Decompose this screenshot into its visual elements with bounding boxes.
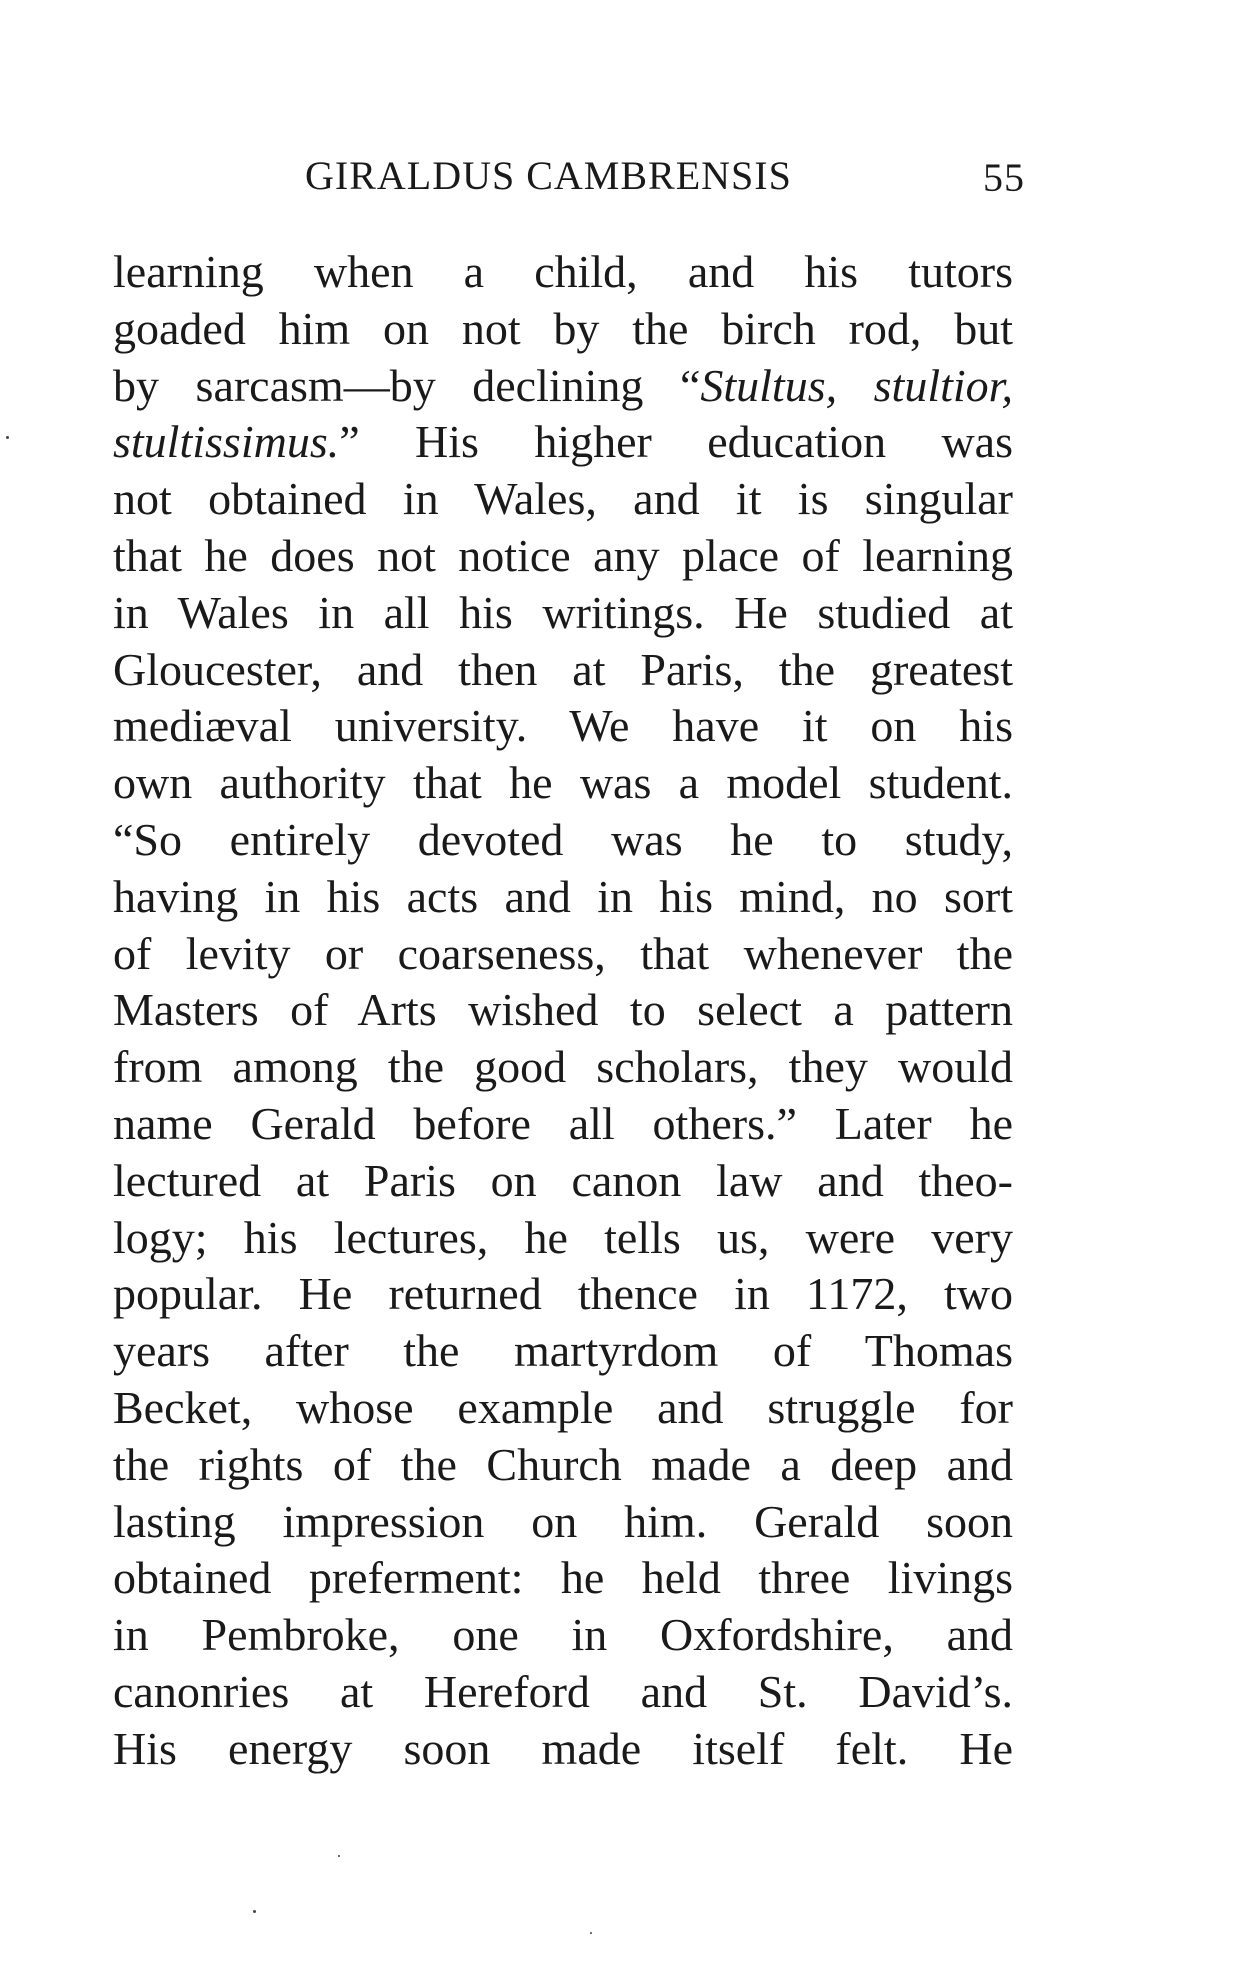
text-line-6: that he does not notice any place of learning	[113, 529, 1013, 581]
text-line-24: obtained preferment: he held three livings	[113, 1552, 1013, 1604]
text-line-22: the rights of the Church made a deep and	[113, 1438, 1013, 1490]
text-line-23: lasting impression on him. Gerald soon	[113, 1495, 1013, 1547]
text-line-14: Masters of Arts wished to select a pattern	[113, 984, 1013, 1036]
text-line-3-italic: Stultus, stultior,	[700, 359, 1013, 411]
scan-speck	[6, 436, 9, 439]
text-line-18: logy; his lectures, he tells us, were very	[113, 1211, 1013, 1263]
body-paragraph	[113, 244, 1013, 1778]
text-line-25: in Pembroke, one in Oxfordshire, and	[113, 1609, 1013, 1661]
text-line-4	[113, 414, 1013, 471]
text-line-1: learning when a child, and his tutors	[113, 246, 1013, 297]
running-head	[305, 152, 1025, 202]
text-line-9: mediæval university. We have it on his	[113, 700, 1013, 752]
text-line-3-roman: by sarcasm—by declining “	[113, 359, 701, 411]
text-line-4-italic: stultissimus.	[113, 416, 340, 468]
text-line-12: having in his acts and in his mind, no sort	[113, 870, 1013, 922]
text-line-20: years after the martyrdom of Thomas	[113, 1325, 1013, 1377]
text-line-15: from among the good scholars, they would	[113, 1041, 1013, 1093]
page-number: 55	[983, 155, 1025, 200]
scan-speck	[338, 1855, 340, 1857]
text-line-5: not obtained in Wales, and it is singular	[113, 473, 1013, 525]
text-line-11: “So entirely devoted was he to study,	[113, 813, 1013, 865]
text-line-21: Becket, whose example and struggle for	[113, 1381, 1013, 1433]
scan-speck	[590, 1932, 592, 1934]
text-line-2: goaded him on not by the birch rod, but	[113, 302, 1013, 354]
text-line-19: popular. He returned thence in 1172, two	[113, 1268, 1013, 1320]
text-line-27: His energy soon made itself felt. He	[113, 1722, 1013, 1774]
text-line-26: canonries at Hereford and St. David’s.	[113, 1665, 1013, 1717]
text-line-8: Gloucester, and then at Paris, the greatest	[113, 643, 1013, 695]
scan-speck	[253, 1910, 256, 1913]
text-line-3	[113, 358, 1013, 415]
running-title: GIRALDUS CAMBRENSIS	[305, 153, 792, 198]
text-line-16: name Gerald before all others.” Later he	[113, 1097, 1013, 1149]
text-line-10: own authority that he was a model student.	[113, 757, 1013, 809]
text-line-7: in Wales in all his writings. He studied at	[113, 586, 1013, 638]
text-line-13: of levity or coarseness, that whenever the	[113, 927, 1013, 979]
text-line-4-roman: ” His higher education was	[339, 416, 1013, 468]
text-line-17: lectured at Paris on canon law and theo-	[113, 1154, 1013, 1206]
